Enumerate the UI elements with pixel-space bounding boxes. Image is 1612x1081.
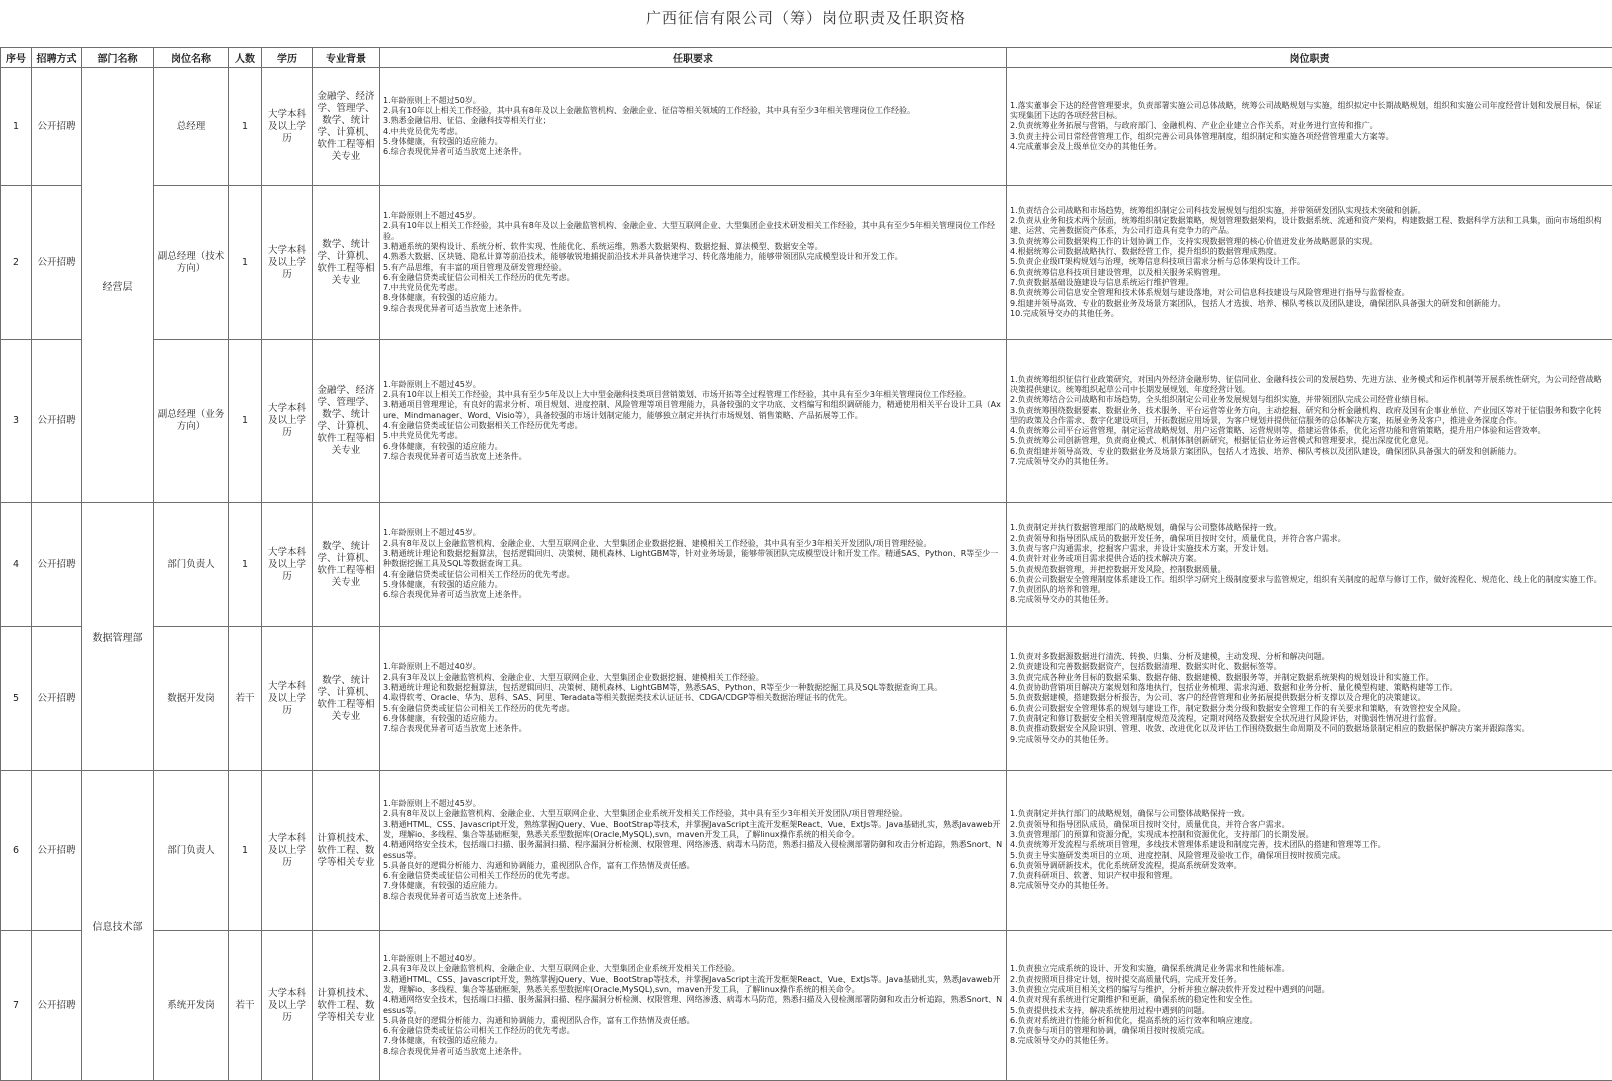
row-duty <box>1007 340 1612 503</box>
row-major: 数学、统计学、计算机、软件工程等相关专业 <box>313 627 380 771</box>
duty-line: 5.负责提供技术支持，解决系统使用过程中遇到的问题。 <box>1010 1006 1609 1016</box>
req-line: 6.有金融信贷类或征信公司相关工作经历的优先考虑。 <box>383 273 1003 283</box>
table-row <box>1 340 1612 503</box>
row-req <box>380 771 1007 931</box>
req-line: 1.年龄原则上不超过40岁。 <box>383 954 1003 964</box>
header-req: 任职要求 <box>380 48 1007 68</box>
row-count: 1 <box>229 771 262 931</box>
row-method: 公开招聘 <box>32 68 82 186</box>
row-req <box>380 68 1007 186</box>
duty-line: 4.完成董事会及上级单位交办的其他任务。 <box>1010 142 1609 152</box>
duty-line: 4.负责对现有系统进行定期维护和更新，确保系统的稳定性和安全性。 <box>1010 995 1609 1005</box>
req-line: 4.有金融信贷类或征信公司相关工作经历的优先考虑。 <box>383 570 1003 580</box>
row-no: 2 <box>1 186 32 340</box>
duty-line: 1.负责对多数据源数据进行清洗、转换、归集、分析及建模，主动发现、分析和解决问题。 <box>1010 652 1609 662</box>
table-row <box>1 503 1612 627</box>
req-line: 1.年龄原则上不超过45岁。 <box>383 380 1003 390</box>
req-line: 3.精通系统的架构设计、系统分析、软件实现、性能优化、系统运维，熟悉大数据架构、数据挖掘、算法模型、数据安全等。 <box>383 242 1003 252</box>
req-line: 2.具有3年及以上金融监管机构、金融企业、大型互联网企业、大型集团企业系统开发相关工作经验。 <box>383 964 1003 974</box>
row-duty <box>1007 68 1612 186</box>
row-method: 公开招聘 <box>32 627 82 771</box>
row-position: 总经理 <box>154 68 229 186</box>
row-method: 公开招聘 <box>32 503 82 627</box>
duty-line: 3.负责管理部门的预算和资源分配，实现成本控制和资源优化，支持部门的长期发展。 <box>1010 830 1609 840</box>
duty-line: 4.负责统筹开发流程与系统项目管理，多线技术管理体系建设和制度完善，技术团队的搭建和管理等工作。 <box>1010 840 1609 850</box>
header-duty: 岗位职责 <box>1007 48 1612 68</box>
req-line: 8.身体健康，有较强的适应能力。 <box>383 293 1003 303</box>
duty-line: 6.负责对系统进行性能分析和优化，提高系统的运行效率和响应速度。 <box>1010 1016 1609 1026</box>
duty-line: 7.负责团队的培养和管理。 <box>1010 585 1609 595</box>
req-line: 7.中共党员优先考虑。 <box>383 283 1003 293</box>
duty-line: 6.负责统筹信息科技项目建设管理，以及相关服务采购管理。 <box>1010 268 1609 278</box>
duty-line: 2.负责领导和指导团队成员的数据开发任务，确保项目按时交付，质量优良，并符合客户需求。 <box>1010 534 1609 544</box>
header-row <box>1 48 1612 68</box>
req-line: 5.身体健康，有较强的适应能力。 <box>383 137 1003 147</box>
req-line: 2.具有8年及以上金融监管机构、金融企业、大型互联网企业、大型集团企业数据挖掘、建模相关工作经验，其中具有至少3年相关开发团队/项目管理经验。 <box>383 539 1003 549</box>
row-edu: 大学本科及以上学历 <box>262 186 313 340</box>
row-method: 公开招聘 <box>32 186 82 340</box>
row-duty <box>1007 627 1612 771</box>
req-line: 3.精通统计理论和数据挖掘算法，包括逻辑回归、决策树、随机森林、LightGBM等，熟悉SAS、Python、R等至少一种数据挖掘工具及SQL等数据查询工具。 <box>383 683 1003 693</box>
duty-line: 9.完成领导交办的其他任务。 <box>1010 735 1609 745</box>
req-line: 4.有金融信贷类或征信公司数据相关工作经历优先考虑。 <box>383 421 1003 431</box>
req-line: 7.综合表现优异者可适当放宽上述条件。 <box>383 452 1003 462</box>
duty-line: 1.负责结合公司战略和市场趋势，统筹组织制定公司科技发展规划与组织实施，并带领研发团队实现技术突破和创新。 <box>1010 206 1609 216</box>
duty-line: 2.负责统筹业务拓展与营销，与政府部门、金融机构、产业企业建立合作关系，对业务进行宣传和推广。 <box>1010 121 1609 131</box>
row-req <box>380 503 1007 627</box>
duty-line: 7.负责参与项目的管理和协调，确保项目按时按质完成。 <box>1010 1026 1609 1036</box>
duty-line: 7.完成领导交办的其他任务。 <box>1010 457 1609 467</box>
row-count: 1 <box>229 68 262 186</box>
table-row <box>1 931 1612 1081</box>
row-duty <box>1007 771 1612 931</box>
duty-line: 4.根据统筹公司数据战略执行、数据经营工作，提升组织的数据管理成熟度。 <box>1010 247 1609 257</box>
row-req <box>380 340 1007 503</box>
row-position: 副总经理（业务方向） <box>154 340 229 503</box>
req-line: 4.精通网络安全技术，包括端口扫描、服务漏洞扫描、程序漏洞分析检测、权限管理、网络渗透、病毒木马防范，熟悉扫描及入侵检测部署防御和攻击分析追踪，熟悉Snort、Nessus等。 <box>383 995 1003 1016</box>
req-line: 6.身体健康，有较强的适应能力。 <box>383 442 1003 452</box>
req-line: 2.具有10年以上相关工作经验，其中具有8年及以上金融监管机构、金融企业、大型互联网企业、大型集团企业技术研发相关工作经验，其中具有至少5年相关管理岗位工作经验。 <box>383 221 1003 242</box>
row-major: 金融学、经济学、管理学、数学、统计学、计算机、软件工程等相关专业 <box>313 68 380 186</box>
req-line: 9.综合表现优异者可适当放宽上述条件。 <box>383 304 1003 314</box>
row-major: 计算机技术、软件工程、数学等相关专业 <box>313 931 380 1081</box>
row-position: 部门负责人 <box>154 771 229 931</box>
req-line: 4.熟悉大数据、区块链、隐私计算等前沿技术，能够敏锐地捕捉前沿技术并具备快速学习、转化落地能力，能够带领团队完成模型设计和开发工作。 <box>383 252 1003 262</box>
row-no: 7 <box>1 931 32 1081</box>
row-edu: 大学本科及以上学历 <box>262 68 313 186</box>
duty-line: 5.负责规范数据管理，并把控数据开发风险，控制数据质量。 <box>1010 565 1609 575</box>
duty-line: 10.完成领导交办的其他任务。 <box>1010 309 1609 319</box>
req-line: 1.年龄原则上不超过50岁。 <box>383 96 1003 106</box>
duty-line: 3.负责完成各种业务目标的数据采集、数据存储、数据建模、数据服务等，并制定数据系统架构的规划设计和实施工作。 <box>1010 673 1609 683</box>
req-line: 1.年龄原则上不超过45岁。 <box>383 211 1003 221</box>
duty-line: 5.负责数据建模，搭建数据分析报告，为公司、客户的经营管理和业务拓展提供数据分析支撑以及合理化的决策建议。 <box>1010 693 1609 703</box>
table-row <box>1 771 1612 931</box>
req-line: 5.身体健康，有较强的适应能力。 <box>383 580 1003 590</box>
req-line: 1.年龄原则上不超过45岁。 <box>383 528 1003 538</box>
header-count: 人数 <box>229 48 262 68</box>
req-line: 7.身体健康，有较强的适应能力。 <box>383 881 1003 891</box>
duty-line: 2.负责建设和完善数据数据资产，包括数据清理、数据实时化、数据标签等。 <box>1010 662 1609 672</box>
row-major: 计算机技术、软件工程、数学等相关专业 <box>313 771 380 931</box>
row-edu: 大学本科及以上学历 <box>262 503 313 627</box>
row-edu: 大学本科及以上学历 <box>262 771 313 931</box>
req-line: 6.有金融信贷类或征信公司相关工作经历的优先考虑。 <box>383 1026 1003 1036</box>
req-line: 4.取得软考、Oracle、华为、思科、SAS、阿里、Teradata等相关数据类技术认证证书、CDGA/CDGP等相关数据治理证书的优先。 <box>383 693 1003 703</box>
dept-cell: 经营层 <box>82 68 154 503</box>
row-edu: 大学本科及以上学历 <box>262 627 313 771</box>
header-edu: 学历 <box>262 48 313 68</box>
req-line: 1.年龄原则上不超过45岁。 <box>383 799 1003 809</box>
row-count: 1 <box>229 186 262 340</box>
req-line: 2.具有10年以上相关工作经验，其中具有8年及以上金融监管机构、金融企业、征信等相关领域的工作经验，其中具有至少3年相关管理岗位工作经验。 <box>383 106 1003 116</box>
duty-line: 1.负责制定并执行数据管理部门的战略规划，确保与公司整体战略保持一致。 <box>1010 523 1609 533</box>
duty-line: 6.负责公司数据安全管理体系的规划与建设工作，制定数据分类分级和数据安全管理工作的有关要求和策略，有效管控安全风险。 <box>1010 704 1609 714</box>
row-no: 4 <box>1 503 32 627</box>
req-line: 3.精通统计理论和数据挖掘算法，包括逻辑回归、决策树、随机森林、LightGBM等，针对业务场景，能够带领团队完成模型设计和开发工作。精通SAS、Python、R等至少一种数据挖掘工具及SQL等数据查询工具。 <box>383 549 1003 570</box>
duty-line: 2.负责从业务和技术两个层面，统筹组织制定数据策略，规划管理数据架构，设计数据系统、流通和资产架构，构建数据工程、数据科学方法和工具集，面向市场组织构建、运营、完善数据资产体系，为公司打造具有竞争力的产品。 <box>1010 216 1609 237</box>
duty-line: 4.负责协助营销项目解决方案规划和落地执行，包括业务梳理、需求沟通、数据和业务分析、量化模型构建、策略构建等工作。 <box>1010 683 1609 693</box>
req-line: 2.具有8年及以上金融监管机构、金融企业、大型互联网企业、大型集团企业系统开发相关工作经验，其中具有至少3年相关开发团队/项目管理经验。 <box>383 809 1003 819</box>
req-line: 3.熟悉金融信用、征信、金融科技等相关行业； <box>383 116 1003 126</box>
duty-line: 5.负责主导实施研发类项目的立项、进度控制、风险管理及验收工作，确保项目按时按质完成。 <box>1010 851 1609 861</box>
duty-line: 8.完成领导交办的其他任务。 <box>1010 1036 1609 1046</box>
req-line: 3.精通HTML、CSS、Javascript开发，熟练掌握jQuery、Vue、BootStrap等技术，并掌握JavaScript主流开发框架React、Vue、ExtJs等。Java基础扎实，熟悉Javaweb开发，理解io、多线程、集合等基础框架，熟悉关系型数据库(Oracle,MySQL),svn，maven开发工具，了解linux操作系统的相关命令。 <box>383 975 1003 996</box>
row-method: 公开招聘 <box>32 931 82 1081</box>
duty-line: 2.负责统筹结合公司战略和市场趋势，全头组织制定公司业务发展规划与组织实施，并带领团队完成公司经营业绩目标。 <box>1010 395 1609 405</box>
row-position: 系统开发岗 <box>154 931 229 1081</box>
duty-line: 6.负责组建并领导高效、专业的数据业务及场景方案团队，包括人才选拔、培养、梯队考核以及团队建设，确保团队具备强大的研发和创新能力。 <box>1010 447 1609 457</box>
row-position: 副总经理（技术方向） <box>154 186 229 340</box>
page-title: 广西征信有限公司（筹）岗位职责及任职资格 <box>0 0 1612 40</box>
row-edu: 大学本科及以上学历 <box>262 340 313 503</box>
duty-line: 3.负责主持公司日常经营管理工作，组织完善公司具体管理制度，组织制定和实施各项经营管理重大方案等。 <box>1010 132 1609 142</box>
duty-line: 3.负责独立完成项目相关文档的编写与维护，分析并独立解决软件开发过程中遇到的问题。 <box>1010 985 1609 995</box>
duty-line: 8.完成领导交办的其他任务。 <box>1010 881 1609 891</box>
req-line: 2.具有10年以上相关工作经验，其中具有至少5年及以上大中型金融科技类项目营销策划、市场开拓等全过程管理工作经验，其中具有至少3年相关管理岗位工作经验。 <box>383 390 1003 400</box>
duty-line: 7.负责制定和修订数据安全相关管理制度规范及流程，定期对网络及数据安全状况进行风险评估，对脆弱性情况进行监督。 <box>1010 714 1609 724</box>
req-line: 5.具备良好的逻辑分析能力、沟通和协调能力，重视团队合作，富有工作热情及责任感。 <box>383 1016 1003 1026</box>
row-edu: 大学本科及以上学历 <box>262 931 313 1081</box>
row-no: 5 <box>1 627 32 771</box>
row-req <box>380 627 1007 771</box>
req-line: 4.精通网络安全技术，包括端口扫描、服务漏洞扫描、程序漏洞分析检测、权限管理、网络渗透、病毒木马防范，熟悉扫描及入侵检测部署防御和攻击分析追踪，熟悉Snort、Nessus等。 <box>383 840 1003 861</box>
duty-line: 5.负责统筹公司创新管理，负责商业模式、机制体制创新研究，根据征信业务运营模式和管理要求，提出深度优化意见。 <box>1010 436 1609 446</box>
row-duty <box>1007 931 1612 1081</box>
req-line: 1.年龄原则上不超过40岁。 <box>383 662 1003 672</box>
req-line: 8.综合表现优异者可适当放宽上述条件。 <box>383 1047 1003 1057</box>
row-position: 数据开发岗 <box>154 627 229 771</box>
req-line: 5.具备良好的逻辑分析能力、沟通和协调能力，重视团队合作，富有工作热情及责任感。 <box>383 861 1003 871</box>
duty-line: 3.负责统筹围绕数据要素、数据业务、技术服务、平台运营等业务方向，主动挖掘、研究和分析金融机构、政府及国有企事业单位、产业园区等对于征信服务和数字化转型的政策及合作需求、数字化建设项目，开拓数据应用场景，为客户规划并提供征信服务的总体解决方案，拓展业务及客户，推进业务深度合作。 <box>1010 406 1609 427</box>
row-req <box>380 186 1007 340</box>
req-line: 3.精通HTML、CSS、Javascript开发，熟练掌握jQuery、Vue、BootStrap等技术，并掌握JavaScript主流开发框架React、Vue、ExtJs等。Java基础扎实，熟悉Javaweb开发，理解io、多线程、集合等基础框架，熟悉关系型数据库(Oracle,MySQL),svn，maven开发工具，了解linux操作系统的相关命令。 <box>383 820 1003 841</box>
dept-cell: 数据管理部 <box>82 503 154 771</box>
duty-line: 1.负责统筹组织征信行业政策研究，对国内外经济金融形势、征信同业、金融科技公司的发展趋势、先进方法、业务模式和运作机制等开展系统性研究，为公司经营战略决策提供建议。统筹组织起草公司中长期发展规划、年度经营计划。 <box>1010 375 1609 396</box>
req-line: 6.有金融信贷类或征信公司相关工作经历的优先考虑。 <box>383 871 1003 881</box>
row-count: 1 <box>229 340 262 503</box>
req-line: 7.身体健康，有较强的适应能力。 <box>383 1036 1003 1046</box>
row-no: 3 <box>1 340 32 503</box>
duty-line: 8.负责统筹公司信息安全管理和技术体系规划与建设落地，对公司信息科技建设与风险管理进行指导与监督检查。 <box>1010 288 1609 298</box>
duty-line: 8.完成领导交办的其他任务。 <box>1010 595 1609 605</box>
row-count: 若干 <box>229 931 262 1081</box>
row-count: 1 <box>229 503 262 627</box>
duty-line: 3.负责统筹公司数据架构工作的计划协调工作，支持实现数据管理的核心价值迸发业务战略愿景的实现。 <box>1010 237 1609 247</box>
req-line: 6.综合表现优异者可适当放宽上述条件。 <box>383 147 1003 157</box>
dept-cell: 信息技术部 <box>82 771 154 1081</box>
table-row <box>1 627 1612 771</box>
row-duty <box>1007 186 1612 340</box>
req-line: 5.有产品思维，有丰富的项目管理及研发管理经验。 <box>383 263 1003 273</box>
req-line: 8.综合表现优异者可适当放宽上述条件。 <box>383 892 1003 902</box>
duty-line: 4.负责统筹公司平台运营管理，制定运营战略规划、用户运营策略、运营规则等，搭建运营体系，优化运营功能和营销策略，提升用户体验和运营效率。 <box>1010 426 1609 436</box>
req-line: 6.综合表现优异者可适当放宽上述条件。 <box>383 590 1003 600</box>
duty-line: 7.负责数据基础设施建设与信息系统运行维护管理。 <box>1010 278 1609 288</box>
table-row <box>1 186 1612 340</box>
position-table <box>0 47 1612 1081</box>
duty-line: 1.负责独立完成系统的设计、开发和实施，确保系统满足业务需求和性能标准。 <box>1010 964 1609 974</box>
req-line: 7.综合表现优异者可适当放宽上述条件。 <box>383 724 1003 734</box>
duty-line: 5.负责企业级IT架构规划与治理，统筹信息科技项目需求分析与总体架构设计工作。 <box>1010 257 1609 267</box>
row-count: 若干 <box>229 627 262 771</box>
duty-line: 1.落实董事会下达的经营管理要求，负责部署实施公司总体战略，统筹公司战略规划与实施，组织拟定中长期战略规划，组织和实施公司年度经营计划和发展目标，保证实现集团下达的各项经营目标。 <box>1010 101 1609 122</box>
row-major: 数学、统计学、计算机、软件工程等相关专业 <box>313 186 380 340</box>
row-method: 公开招聘 <box>32 340 82 503</box>
row-major: 数学、统计学、计算机、软件工程等相关专业 <box>313 503 380 627</box>
header-position: 岗位名称 <box>154 48 229 68</box>
req-line: 6.身体健康，有较强的适应能力。 <box>383 714 1003 724</box>
header-method: 招聘方式 <box>32 48 82 68</box>
row-duty <box>1007 503 1612 627</box>
row-major: 金融学、经济学、管理学、数学、统计学、计算机、软件工程等相关专业 <box>313 340 380 503</box>
duty-line: 7.负责科研项目、软著、知识产权申报和管理。 <box>1010 871 1609 881</box>
req-line: 4.中共党员优先考虑。 <box>383 127 1003 137</box>
header-dept: 部门名称 <box>82 48 154 68</box>
req-line: 3.精通项目管理理论，有良好的需求分析、项目规划、进度控制、风险管理等项目管理能力，具备较强的文字功底、文档编写和组织调研能力，精通使用相关平台设计工具（Axure、Mindmanager、Word、Visio等），具备较强的市场计划制定能力，能够独立制定并执行市场规划、销售策略、产品拓展等工作。 <box>383 400 1003 421</box>
row-method: 公开招聘 <box>32 771 82 931</box>
duty-line: 6.负责领导调研新技术，优化系统研发流程，提高系统研发效率。 <box>1010 861 1609 871</box>
duty-line: 1.负责制定并执行部门的战略规划，确保与公司整体战略保持一致。 <box>1010 809 1609 819</box>
row-no: 1 <box>1 68 32 186</box>
duty-line: 9.组建并领导高效、专业的数据业务及场景方案团队，包括人才选拔、培养、梯队考核以及团队建设，确保团队具备强大的研发和创新能力。 <box>1010 299 1609 309</box>
req-line: 5.中共党员优先考虑。 <box>383 431 1003 441</box>
header-no: 序号 <box>1 48 32 68</box>
duty-line: 4.负责针对业务或项目需求提供合适的技术解决方案。 <box>1010 554 1609 564</box>
duty-line: 3.负责与客户沟通需求，挖掘客户需求，并设计实施技术方案，开发计划。 <box>1010 544 1609 554</box>
row-no: 6 <box>1 771 32 931</box>
req-line: 2.具有3年及以上金融监管机构、金融企业、大型互联网企业、大型集团企业数据挖掘、建模相关工作经验。 <box>383 673 1003 683</box>
header-major: 专业背景 <box>313 48 380 68</box>
table-row <box>1 68 1612 186</box>
duty-line: 6.负责公司数据安全管理制度体系建设工作。组织学习研究上级制度要求与监管规定，组织有关制度的起草与修订工作，做好流程化、规范化、线上化的制度实施工作。 <box>1010 575 1609 585</box>
duty-line: 2.负责按照项目排定计划，按时提交高质量代码，完成开发任务。 <box>1010 975 1609 985</box>
duty-line: 8.负责推动数据安全风险识别、管理、收敛、改进优化以及评估工作围绕数据生命周期及不同的数据场景制定相应的数据保护解决方案并跟踪落实。 <box>1010 724 1609 734</box>
duty-line: 2.负责领导和指导团队成员，确保项目按时交付，质量优良，并符合客户需求。 <box>1010 820 1609 830</box>
row-position: 部门负责人 <box>154 503 229 627</box>
req-line: 5.有金融信贷类或征信公司相关工作经历的优先考虑。 <box>383 704 1003 714</box>
row-req <box>380 931 1007 1081</box>
